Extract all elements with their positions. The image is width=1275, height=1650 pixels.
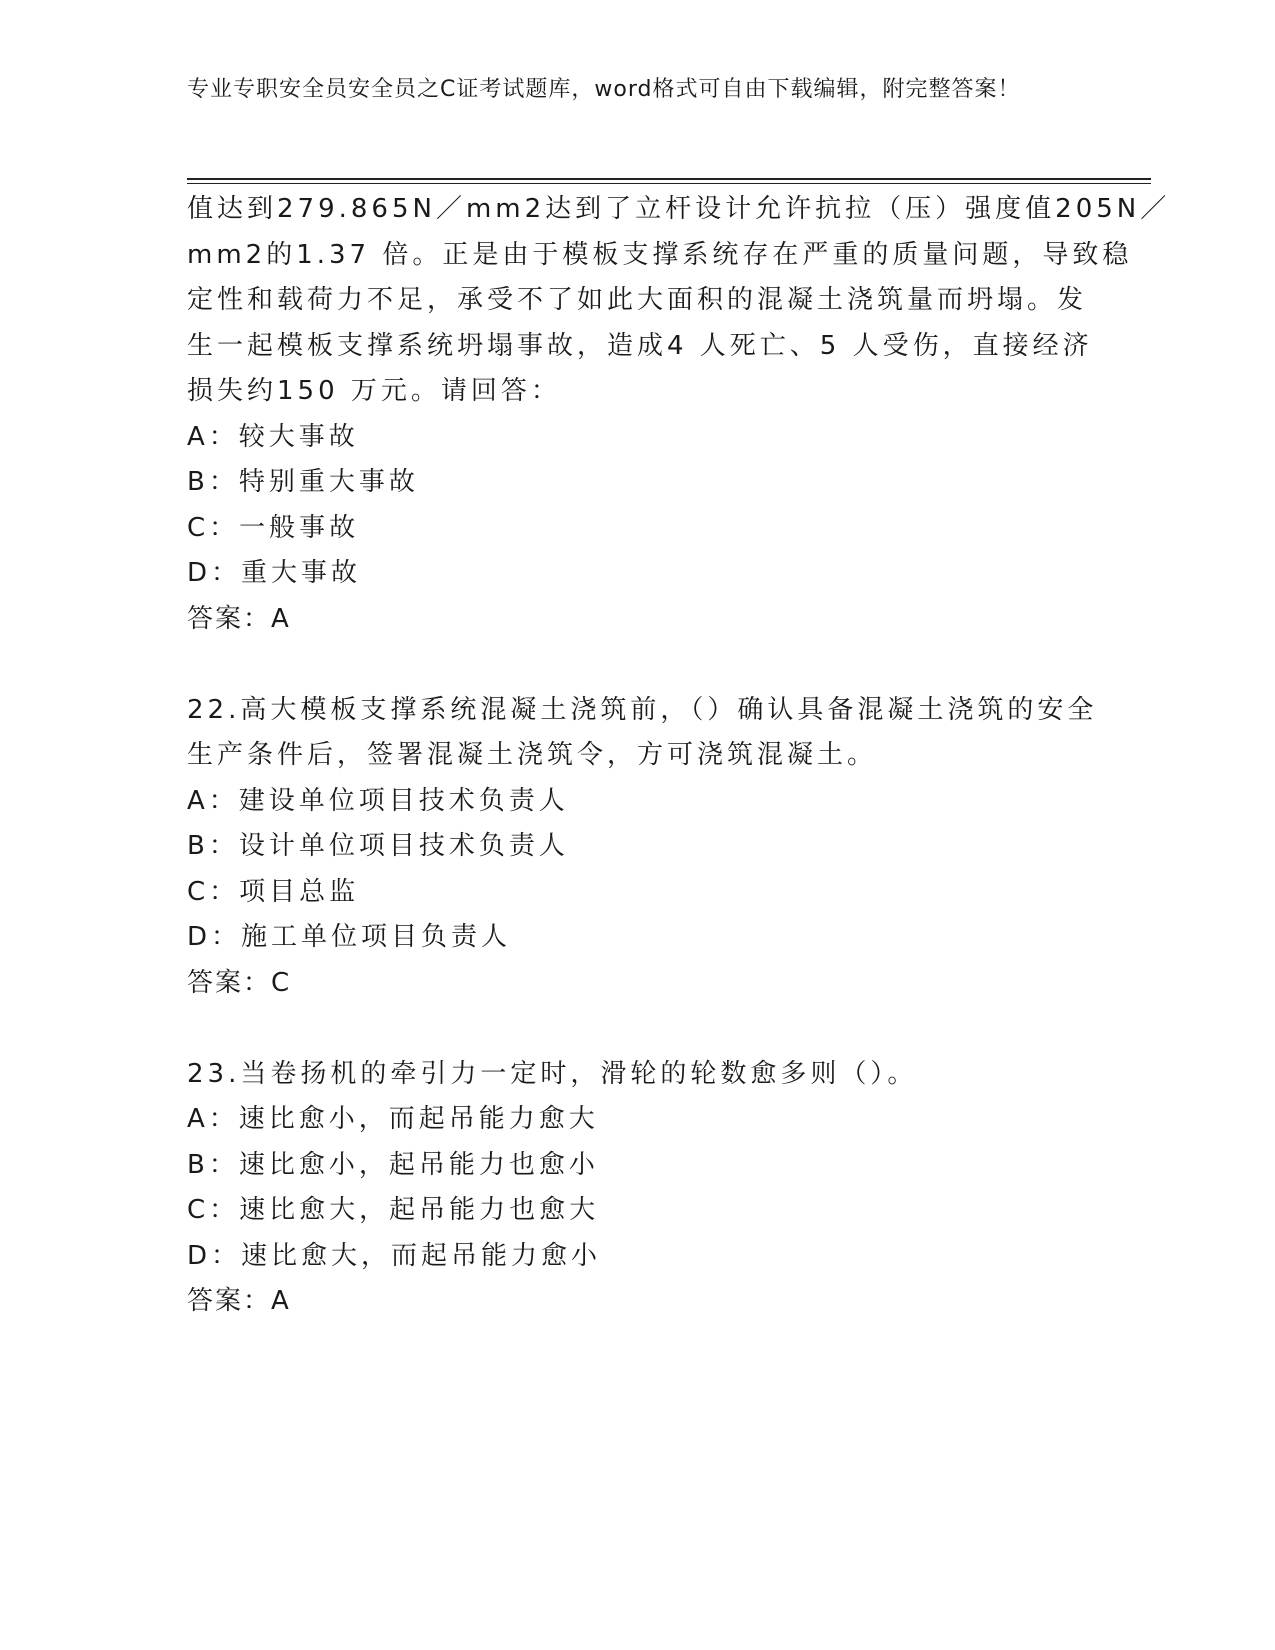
option-b: B：设计单位项目技术负责人 [187,831,569,861]
option-b: B：特别重大事故 [187,467,419,497]
question-text-line: 生一起模板支撑系统坍塌事故，造成4 人死亡、5 人受伤，直接经济 [187,330,1093,361]
option-b: B：速比愈小，起吊能力也愈小 [187,1149,599,1180]
question-text-line: mm2的1.37 倍。正是由于模板支撑系统存在严重的质量问题，导致稳 [187,239,1133,270]
header-rule-thick [187,178,1151,180]
option-d: D：重大事故 [187,558,362,588]
document-body [187,187,1171,1325]
spacer [187,642,1087,688]
option-a: A：较大事故 [187,421,359,452]
option-d: D：施工单位项目负责人 [187,922,512,952]
option-a: A：建设单位项目技术负责人 [187,785,569,816]
option-c: C：一般事故 [187,512,360,543]
option-c: C：速比愈大，起吊能力也愈大 [187,1195,600,1225]
option-c: C：项目总监 [187,876,360,907]
document-header: 专业专职安全员安全员之C证考试题库，word格式可自由下载编辑，附完整答案！ [187,77,1021,102]
answer-line: 答案：C [187,967,292,998]
option-d: D：速比愈大，而起吊能力愈小 [187,1240,602,1271]
answer-line: 答案：A [187,603,291,634]
header-rule-thin [187,183,1151,184]
question-22-text: 生产条件后，签署混凝土浇筑令，方可浇筑混凝土。 [187,740,878,770]
option-a: A：速比愈小，而起吊能力愈大 [187,1104,599,1134]
question-text-line: 值达到279.865N／mm2达到了立杆设计允许抗拉（压）强度值205N／ [187,194,1171,224]
question-23-text: 23.当卷扬机的牵引力一定时，滑轮的轮数愈多则（）。 [187,1058,918,1089]
question-text-line: 损失约150 万元。请回答： [187,376,561,406]
question-22-text: 22.高大模板支撑系统混凝土浇筑前，（）确认具备混凝土浇筑的安全 [187,694,1098,725]
answer-line: 答案：A [187,1286,291,1316]
question-text-line: 定性和载荷力不足，承受不了如此大面积的混凝土浇筑量而坍塌。发 [187,285,1088,315]
spacer [187,1006,1087,1052]
